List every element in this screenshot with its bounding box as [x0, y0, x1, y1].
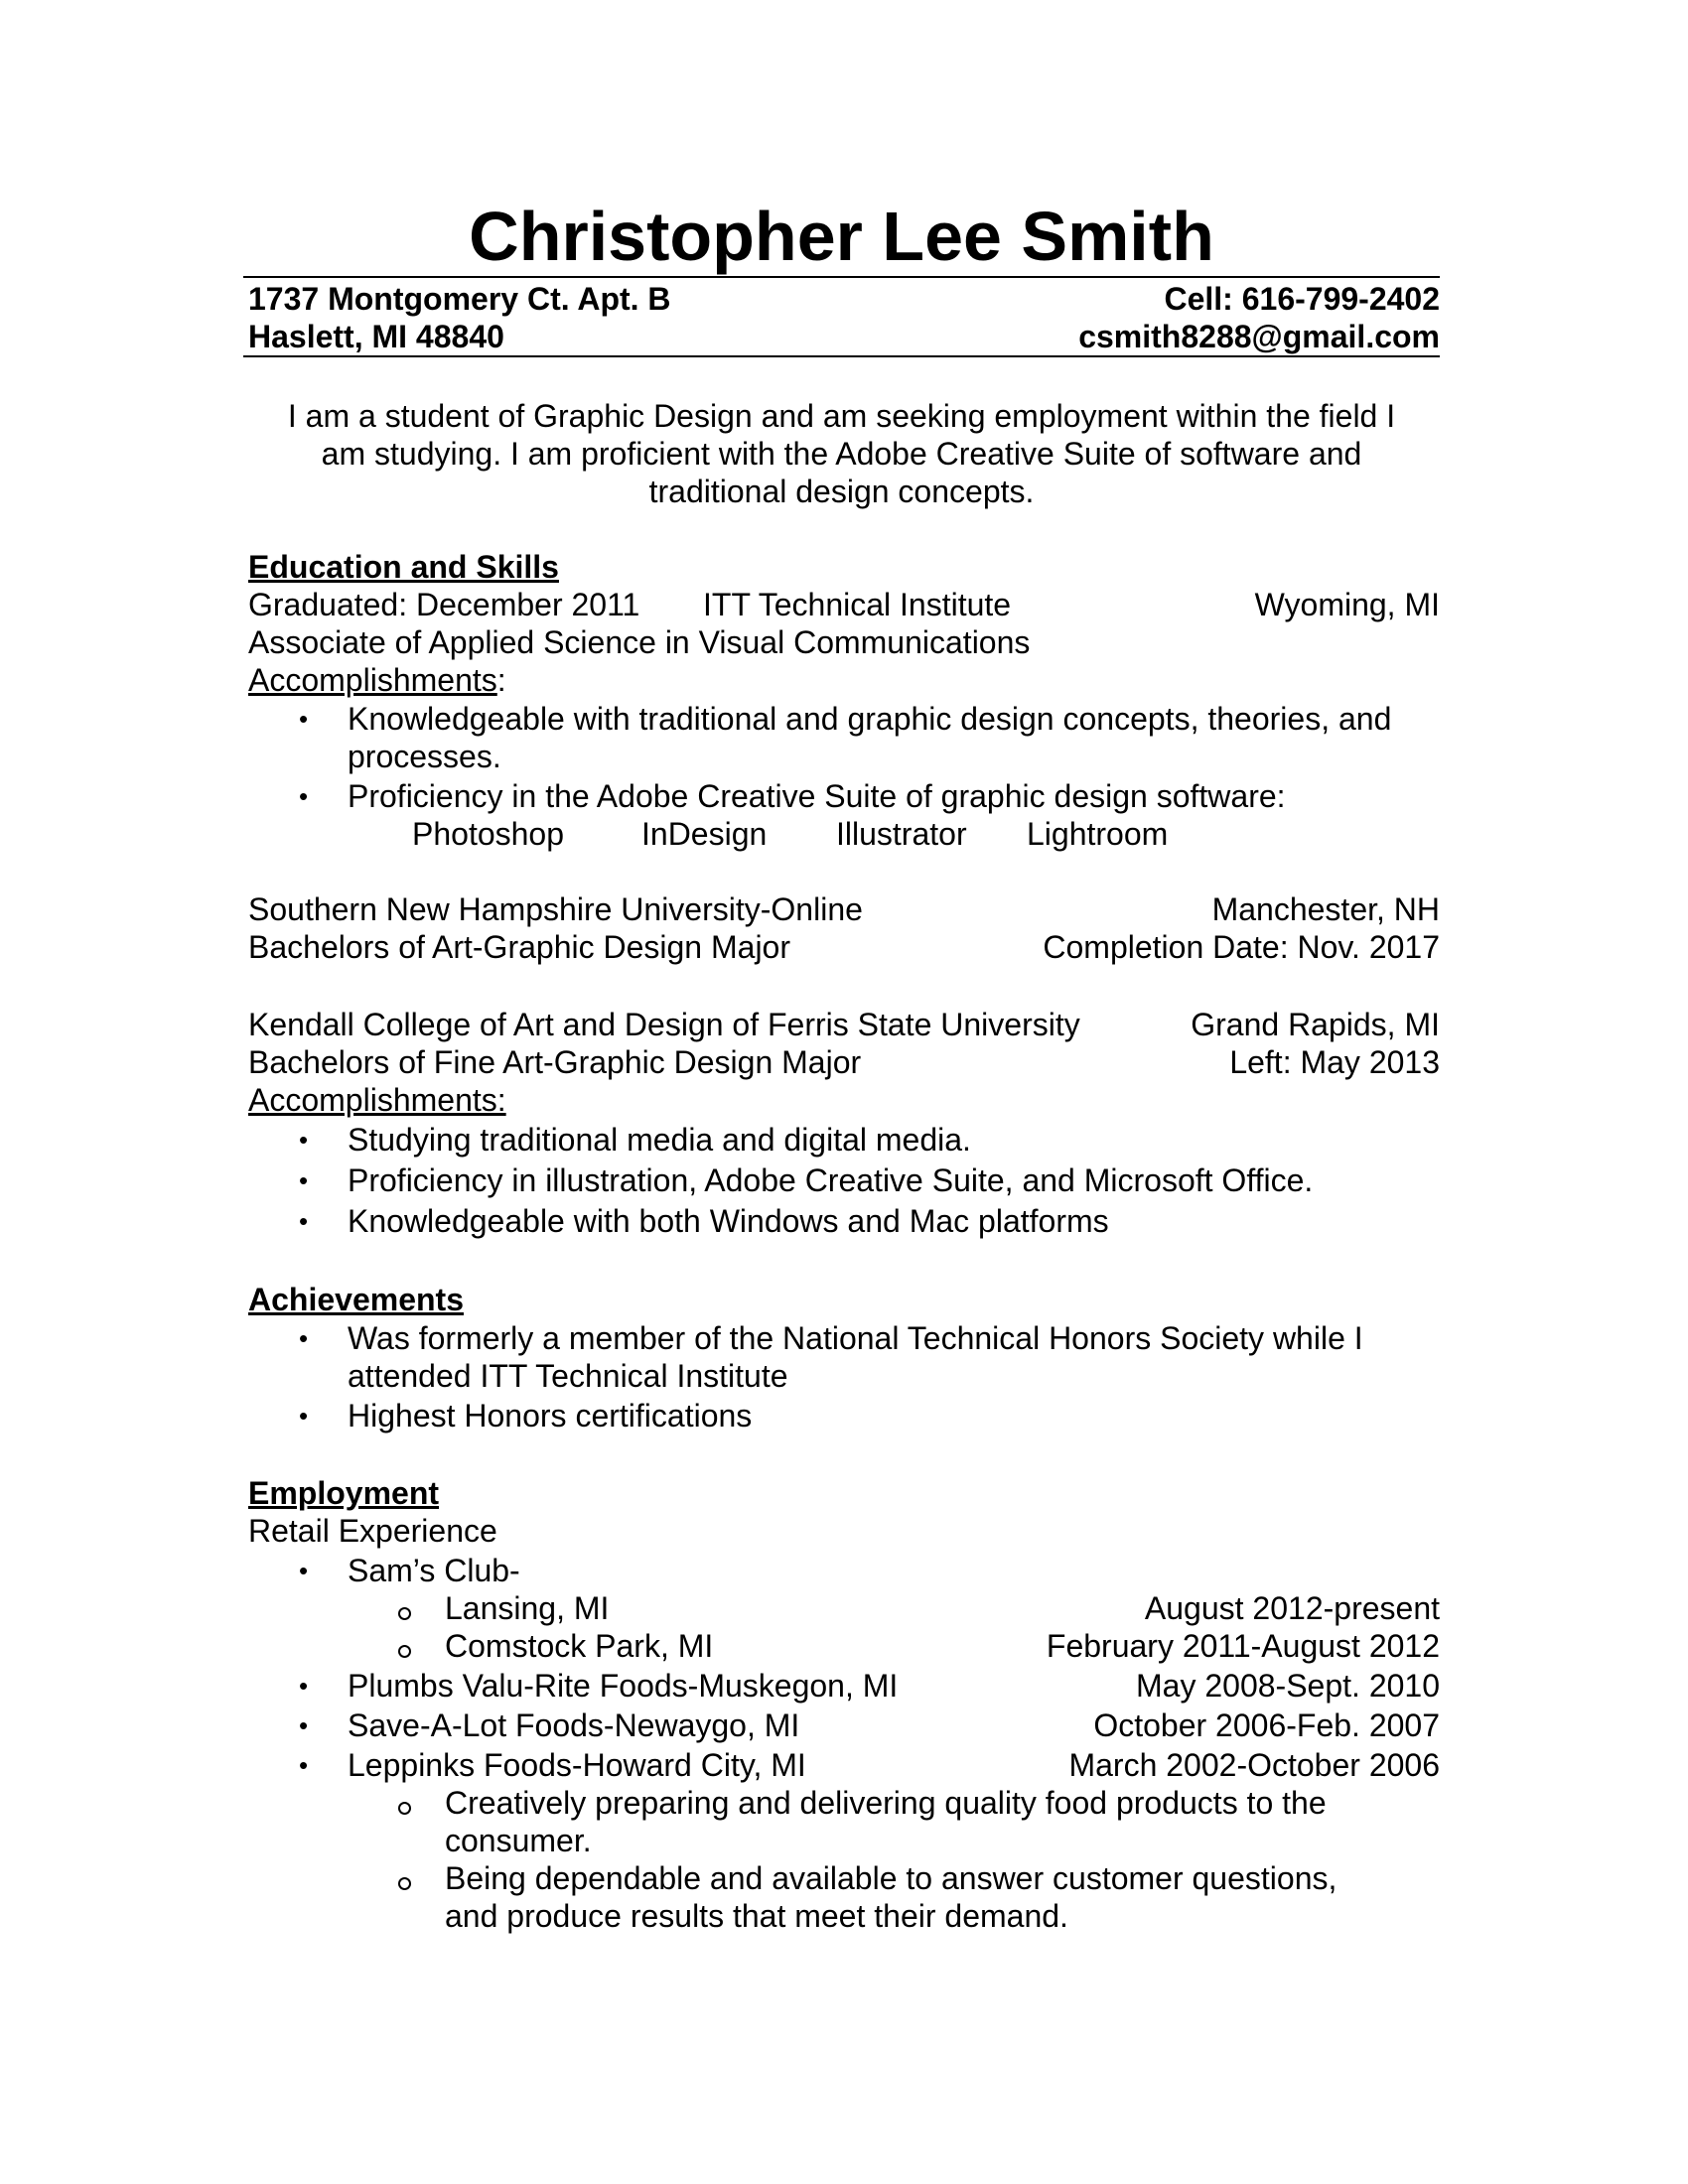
job-duty: Being dependable and available to answer customer questions,: [445, 1860, 1337, 1896]
job-employer: Save-A-Lot Foods-Newaygo, MI: [348, 1707, 800, 1743]
kendall-location: Grand Rapids, MI: [1191, 1007, 1440, 1042]
circle-bullet-icon: [398, 1607, 411, 1620]
kendall-degree: Bachelors of Fine Art-Graphic Design Major: [248, 1044, 862, 1080]
employment-category: Retail Experience: [248, 1513, 497, 1549]
list-item: Proficiency in the Adobe Creative Suite of graphic design software:: [348, 778, 1286, 814]
summary-line: am studying. I am proficient with the Adobe Creative Suite of software and: [321, 436, 1362, 472]
job-dates: May 2008-Sept. 2010: [1136, 1668, 1440, 1704]
itt-school: ITT Technical Institute: [703, 587, 1012, 622]
header-bottom-rule: [243, 355, 1440, 357]
job-employer: Plumbs Valu-Rite Foods-Muskegon, MI: [348, 1668, 899, 1704]
job-employer: Leppinks Foods-Howard City, MI: [348, 1747, 806, 1783]
snhu-school: Southern New Hampshire University-Online: [248, 891, 863, 927]
summary-line: traditional design concepts.: [648, 474, 1035, 509]
itt-graduated: Graduated: December 2011: [248, 587, 640, 622]
itt-degree: Associate of Applied Science in Visual Communications: [248, 624, 1031, 660]
circle-bullet-icon: [398, 1645, 411, 1658]
achievements-heading: Achievements: [248, 1282, 464, 1317]
software-item: Lightroom: [1027, 816, 1169, 852]
software-item: Photoshop: [412, 816, 565, 852]
list-item-continuation: attended ITT Technical Institute: [348, 1358, 788, 1394]
bullet-icon: •: [299, 1206, 309, 1236]
cell-phone: Cell: 616-799-2402: [1164, 281, 1440, 317]
email-address: csmith8288@gmail.com: [1078, 319, 1440, 354]
job-location: Lansing, MI: [445, 1590, 610, 1626]
kendall-accomplishments-label: Accomplishments:: [248, 1082, 506, 1118]
bullet-icon: •: [299, 1671, 309, 1701]
list-item: Highest Honors certifications: [348, 1398, 753, 1433]
list-item: Knowledgeable with traditional and graphic design concepts, theories, and: [348, 701, 1392, 737]
list-item: Was formerly a member of the National Technical Honors Society while I: [348, 1320, 1363, 1356]
resume-name: Christopher Lee Smith: [469, 198, 1214, 275]
address-line-1: 1737 Montgomery Ct. Apt. B: [248, 281, 671, 317]
snhu-completion: Completion Date: Nov. 2017: [1043, 929, 1440, 965]
job-location: Comstock Park, MI: [445, 1628, 714, 1664]
objective-summary: [243, 397, 1440, 510]
education-heading: Education and Skills: [248, 549, 559, 585]
software-item: Illustrator: [836, 816, 967, 852]
address-line-2: Haslett, MI 48840: [248, 319, 504, 354]
circle-bullet-icon: [398, 1802, 411, 1815]
employment-heading: Employment: [248, 1475, 440, 1511]
bullet-icon: •: [299, 1323, 309, 1353]
circle-bullet-icon: [398, 1877, 411, 1890]
itt-location: Wyoming, MI: [1254, 587, 1440, 622]
software-item: InDesign: [641, 816, 768, 852]
job-dates: October 2006-Feb. 2007: [1093, 1707, 1440, 1743]
job-duty-continuation: consumer.: [445, 1823, 592, 1858]
bullet-icon: •: [299, 1165, 309, 1195]
bullet-icon: •: [299, 1556, 309, 1585]
list-item: Knowledgeable with both Windows and Mac platforms: [348, 1203, 1109, 1239]
bullet-icon: •: [299, 1710, 309, 1740]
job-dates: August 2012-present: [1144, 1590, 1440, 1626]
bullet-icon: •: [299, 781, 309, 811]
bullet-icon: •: [299, 1401, 309, 1431]
bullet-icon: •: [299, 1750, 309, 1780]
header-top-rule: [243, 276, 1440, 278]
bullet-icon: •: [299, 704, 309, 734]
job-dates: February 2011-August 2012: [1046, 1628, 1440, 1664]
list-item: Studying traditional media and digital media.: [348, 1122, 971, 1158]
job-duty: Creatively preparing and delivering quality food products to the: [445, 1785, 1327, 1821]
snhu-location: Manchester, NH: [1211, 891, 1440, 927]
job-employer: Sam’s Club-: [348, 1553, 520, 1588]
snhu-degree: Bachelors of Art-Graphic Design Major: [248, 929, 790, 965]
itt-accomplishments-label: Accomplishments:: [248, 662, 506, 698]
job-duty-continuation: and produce results that meet their demand.: [445, 1898, 1068, 1934]
bullet-icon: •: [299, 1125, 309, 1155]
list-item-continuation: processes.: [348, 739, 501, 774]
summary-line: I am a student of Graphic Design and am seeking employment within the field I: [287, 398, 1396, 434]
list-item: Proficiency in illustration, Adobe Creative Suite, and Microsoft Office.: [348, 1162, 1314, 1198]
kendall-left-date: Left: May 2013: [1229, 1044, 1440, 1080]
kendall-school: Kendall College of Art and Design of Ferris State University: [248, 1007, 1080, 1042]
job-dates: March 2002-October 2006: [1068, 1747, 1440, 1783]
